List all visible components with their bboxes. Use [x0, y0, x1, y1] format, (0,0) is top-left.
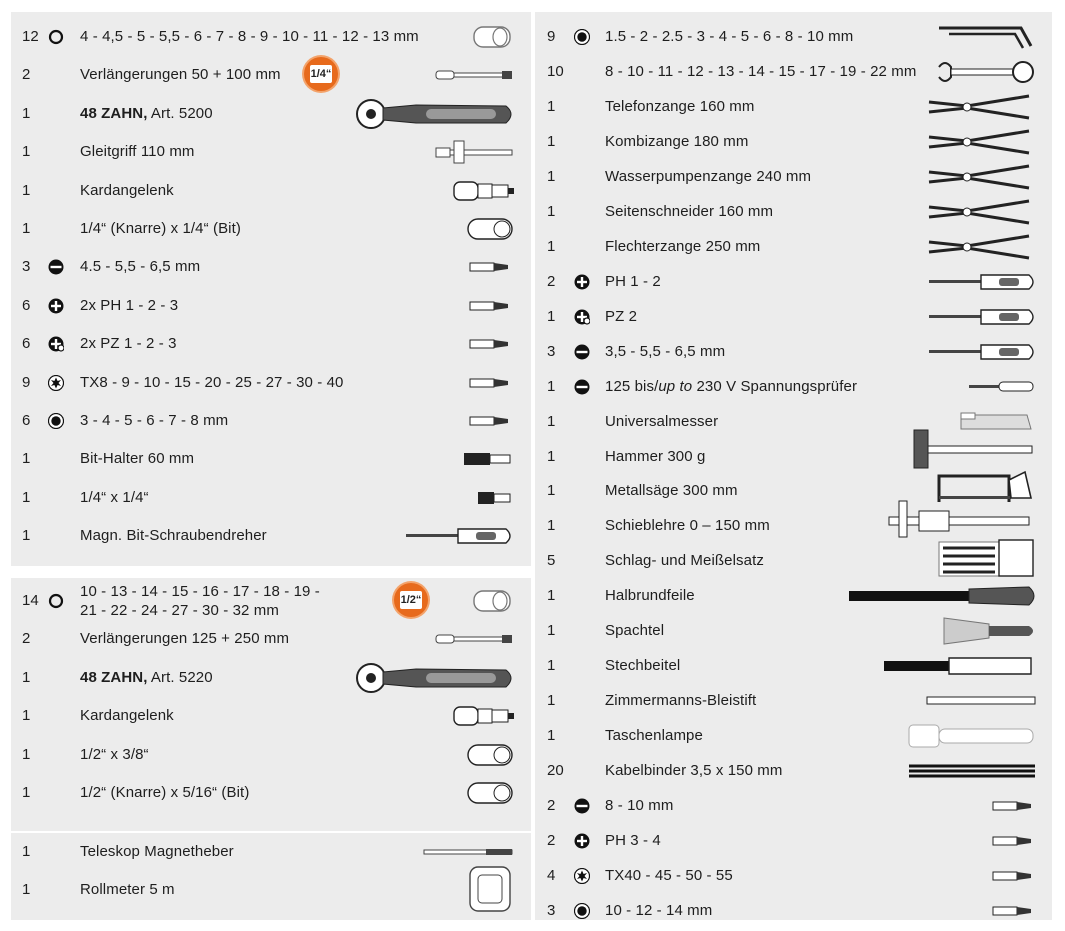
list-item: [547, 896, 1039, 926]
list-item: [547, 22, 1039, 52]
quantity: 1: [547, 447, 556, 465]
list-item: [547, 372, 1039, 402]
flashlight-icon: [829, 721, 1039, 751]
quantity: 1: [22, 745, 31, 763]
pozidriv-icon: [574, 309, 590, 325]
item-description: 125 bis/up to 230 V Spannungsprüfer: [605, 377, 858, 395]
socket-ring-icon: [48, 29, 64, 45]
quantity: 1: [547, 202, 556, 220]
item-description: 1/2“ (Knarre) x 5/16“ (Bit): [80, 784, 250, 801]
utility-knife-icon: [829, 407, 1039, 437]
hacksaw-icon: [829, 476, 1039, 506]
list-item: [22, 329, 516, 359]
extension-bar-icon: [306, 624, 516, 654]
slotted-icon: [48, 259, 64, 275]
item-description: 1.5 - 2 - 2.5 - 3 - 4 - 5 - 6 - 8 - 10 mm: [605, 28, 854, 45]
slotted-icon: [574, 798, 590, 814]
list-item: [22, 444, 516, 474]
bit-icon: [829, 896, 1039, 926]
item-description: 1/4“ (Knarre) x 1/4“ (Bit): [80, 220, 241, 237]
quantity: 1: [547, 412, 556, 430]
quantity: 1: [22, 527, 31, 545]
item-description: Magn. Bit-Schraubendreher: [80, 527, 267, 545]
wood-chisel-icon: [829, 651, 1039, 681]
list-item: [22, 483, 516, 513]
list-item: [547, 57, 1039, 87]
screwdriver-icon: [829, 267, 1039, 297]
item-description: 8 - 10 mm: [605, 797, 674, 815]
section-divider: [11, 831, 531, 833]
quantity: 1: [547, 727, 556, 745]
list-item: [547, 92, 1039, 122]
quantity: 9: [547, 28, 556, 45]
hammer-icon: [829, 442, 1039, 472]
quantity: 1: [22, 843, 31, 860]
list-item: [547, 442, 1039, 472]
list-item: [547, 686, 1039, 716]
screwdriver-icon: [306, 521, 516, 551]
quantity: 2: [547, 797, 556, 815]
hex-icon: [574, 29, 590, 45]
phillips-icon: [574, 833, 590, 849]
tape-measure-icon: [306, 875, 516, 905]
list-item: [22, 875, 516, 905]
item-description: 4.5 - 5,5 - 6,5 mm: [80, 258, 201, 276]
drive-size-badge: 1/2“: [394, 583, 428, 617]
quantity: 3: [547, 902, 556, 919]
list-item: [22, 406, 516, 436]
item-description: Teleskop Magnetheber: [80, 843, 234, 860]
list-item: [547, 721, 1039, 751]
list-item: [547, 267, 1039, 297]
adapter-icon: [306, 740, 516, 770]
slotted-icon: [574, 344, 590, 360]
bit-icon: [306, 329, 516, 359]
torx-icon: [48, 375, 64, 391]
item-description: Flechterzange 250 mm: [605, 237, 761, 255]
socket-icon: [306, 22, 516, 52]
screwdriver-icon: [829, 337, 1039, 367]
file-icon: [829, 581, 1039, 611]
item-description: Telefonzange 160 mm: [605, 97, 755, 115]
list-item: [547, 651, 1039, 681]
item-description: Spachtel: [605, 622, 665, 640]
spatula-icon: [829, 616, 1039, 646]
quantity: 5: [547, 552, 556, 570]
quantity: 1: [547, 587, 556, 605]
list-item: [22, 137, 516, 167]
bit-icon: [306, 368, 516, 398]
quantity: 1: [22, 181, 31, 199]
quantity: 12: [22, 28, 39, 45]
list-item: [22, 291, 516, 321]
quantity: 1: [547, 517, 556, 535]
quantity: 1: [547, 237, 556, 255]
quantity: 1: [22, 707, 31, 725]
list-item: [547, 861, 1039, 891]
bit-icon: [306, 406, 516, 436]
list-item: [547, 826, 1039, 856]
universal-joint-icon: [306, 176, 516, 206]
bit-icon: [829, 826, 1039, 856]
quantity: 1: [22, 450, 31, 468]
t-handle-icon: [306, 137, 516, 167]
quantity: 2: [22, 66, 31, 84]
item-description: Metallsäge 300 mm: [605, 482, 738, 500]
item-description: 3 - 4 - 5 - 6 - 7 - 8 mm: [80, 412, 229, 429]
item-description: Kardangelenk: [80, 181, 174, 199]
quantity: 1: [22, 784, 31, 801]
item-description: Verlängerungen 125 + 250 mm: [80, 630, 290, 648]
list-item: [22, 521, 516, 551]
pincers-icon: [829, 232, 1039, 262]
list-item: [22, 99, 516, 129]
list-item: [22, 60, 516, 90]
list-item: [22, 663, 516, 693]
item-description: 8 - 10 - 11 - 12 - 13 - 14 - 15 - 17 - 19 - 22 mm: [605, 62, 917, 80]
list-item: [547, 476, 1039, 506]
list-item: [547, 511, 1039, 541]
item-description: 10 - 13 - 14 - 15 - 16 - 17 - 18 - 19 - 21 - 22 - 24 - 27 - 30 - 32 mm: [80, 583, 320, 619]
ratchet-icon: [306, 99, 516, 129]
list-item: [547, 127, 1039, 157]
item-description: 2x PH 1 - 2 - 3: [80, 296, 179, 314]
chisel-set-icon: [829, 546, 1039, 576]
quantity: 3: [22, 258, 31, 276]
socket-icon: [306, 586, 516, 616]
drive-size-badge: 1/4“: [304, 57, 338, 91]
screwdriver-icon: [829, 302, 1039, 332]
side-cutter-icon: [829, 197, 1039, 227]
item-description: 48 ZAHN, Art. 5220: [80, 668, 213, 686]
quantity: 3: [547, 342, 556, 360]
quantity: 1: [22, 220, 31, 237]
item-description: Verlängerungen 50 + 100 mm: [80, 66, 281, 84]
list-item: [22, 252, 516, 282]
item-description: Seitenschneider 160 mm: [605, 202, 774, 220]
item-description: Kabelbinder 3,5 x 150 mm: [605, 762, 783, 780]
quantity: 1: [547, 307, 556, 325]
list-item: [547, 337, 1039, 367]
adapter-icon: [306, 778, 516, 808]
quantity: 14: [22, 592, 39, 609]
adapter-small-icon: [306, 483, 516, 513]
universal-joint-icon: [306, 701, 516, 731]
item-description: PZ 2: [605, 307, 638, 325]
quantity: 1: [547, 622, 556, 640]
item-description: Hammer 300 g: [605, 447, 706, 465]
combination-wrench-icon: [829, 57, 1039, 87]
item-description: Universalmesser: [605, 412, 719, 430]
list-item: [547, 756, 1039, 786]
list-item: [547, 581, 1039, 611]
quantity: 1: [547, 377, 556, 395]
quantity: 1: [547, 132, 556, 150]
quantity: 9: [22, 373, 31, 391]
item-description: PH 1 - 2: [605, 272, 661, 290]
quantity: 1: [22, 668, 31, 686]
hex-icon: [48, 413, 64, 429]
extension-bar-icon: [306, 60, 516, 90]
list-item: [547, 546, 1039, 576]
quantity: 1: [547, 482, 556, 500]
item-description: PH 3 - 4: [605, 832, 661, 850]
list-item: [547, 302, 1039, 332]
quantity: 10: [547, 62, 564, 80]
item-description: Kombizange 180 mm: [605, 132, 749, 150]
quantity: 1: [547, 657, 556, 675]
caliper-icon: [829, 511, 1039, 541]
quantity: 6: [22, 335, 31, 353]
list-item: [22, 368, 516, 398]
hex-icon: [574, 903, 590, 919]
list-item: [22, 837, 516, 867]
bit-icon: [306, 291, 516, 321]
item-description: 4 - 4,5 - 5 - 5,5 - 6 - 7 - 8 - 9 - 10 - 11 - 12 - 13 mm: [80, 28, 419, 45]
quantity: 1: [547, 97, 556, 115]
list-item: [22, 22, 516, 52]
torx-icon: [574, 868, 590, 884]
adapter-icon: [306, 214, 516, 244]
quantity: 1: [22, 104, 31, 122]
item-description: 10 - 12 - 14 mm: [605, 902, 713, 919]
list-item: [22, 583, 516, 619]
bit-icon: [829, 791, 1039, 821]
list-item: [547, 407, 1039, 437]
quantity: 6: [22, 296, 31, 314]
list-item: [22, 624, 516, 654]
item-description: Halbrundfeile: [605, 587, 695, 605]
section-divider: [11, 566, 531, 578]
quantity: 1: [22, 881, 31, 899]
bit-icon: [829, 861, 1039, 891]
list-item: [22, 701, 516, 731]
pliers-icon: [829, 92, 1039, 122]
cable-ties-icon: [829, 756, 1039, 786]
item-description: TX8 - 9 - 10 - 15 - 20 - 25 - 27 - 30 - 40: [80, 373, 344, 391]
item-description: 2x PZ 1 - 2 - 3: [80, 335, 177, 353]
list-item: [547, 616, 1039, 646]
phillips-icon: [574, 274, 590, 290]
item-description: Rollmeter 5 m: [80, 881, 175, 899]
item-description: Gleitgriff 110 mm: [80, 143, 195, 161]
quantity: 2: [547, 272, 556, 290]
quantity: 1: [547, 167, 556, 185]
list-item: [22, 740, 516, 770]
item-description: Wasserpumpenzange 240 mm: [605, 167, 812, 185]
item-description: 1/4“ x 1/4“: [80, 488, 149, 506]
bit-icon: [306, 252, 516, 282]
voltage-tester-icon: [829, 372, 1039, 402]
water-pump-pliers-icon: [829, 162, 1039, 192]
quantity: 20: [547, 762, 564, 780]
quantity: 2: [22, 630, 31, 648]
pozidriv-icon: [48, 336, 64, 352]
bit-holder-icon: [306, 444, 516, 474]
item-description: Zimmermanns-Bleistift: [605, 692, 757, 710]
telescope-magnet-icon: [306, 837, 516, 867]
item-description: Schieblehre 0 – 150 mm: [605, 517, 770, 535]
quantity: 4: [547, 867, 556, 885]
hex-keys-icon: [829, 22, 1039, 52]
item-description: Schlag- und Meißelsatz: [605, 552, 764, 570]
quantity: 1: [22, 143, 31, 161]
item-description: 48 ZAHN, Art. 5200: [80, 104, 213, 122]
list-item: [547, 232, 1039, 262]
pliers-icon: [829, 127, 1039, 157]
item-description: Taschenlampe: [605, 727, 703, 745]
item-description: Stechbeitel: [605, 657, 681, 675]
item-description: TX40 - 45 - 50 - 55: [605, 867, 733, 885]
list-item: [547, 162, 1039, 192]
ratchet-icon: [306, 663, 516, 693]
list-item: [22, 176, 516, 206]
slotted-icon: [574, 379, 590, 395]
list-item: [547, 197, 1039, 227]
quantity: 1: [22, 488, 31, 506]
list-item: [547, 791, 1039, 821]
quantity: 1: [547, 692, 556, 710]
pencil-icon: [829, 686, 1039, 716]
quantity: 2: [547, 832, 556, 850]
quantity: 6: [22, 412, 31, 429]
list-item: [22, 778, 516, 808]
item-description: Bit-Halter 60 mm: [80, 450, 195, 468]
socket-ring-icon: [48, 593, 64, 609]
item-description: Kardangelenk: [80, 707, 174, 725]
item-description: 3,5 - 5,5 - 6,5 mm: [605, 342, 726, 360]
list-item: [22, 214, 516, 244]
item-description: 1/2“ x 3/8“: [80, 745, 149, 763]
phillips-icon: [48, 298, 64, 314]
